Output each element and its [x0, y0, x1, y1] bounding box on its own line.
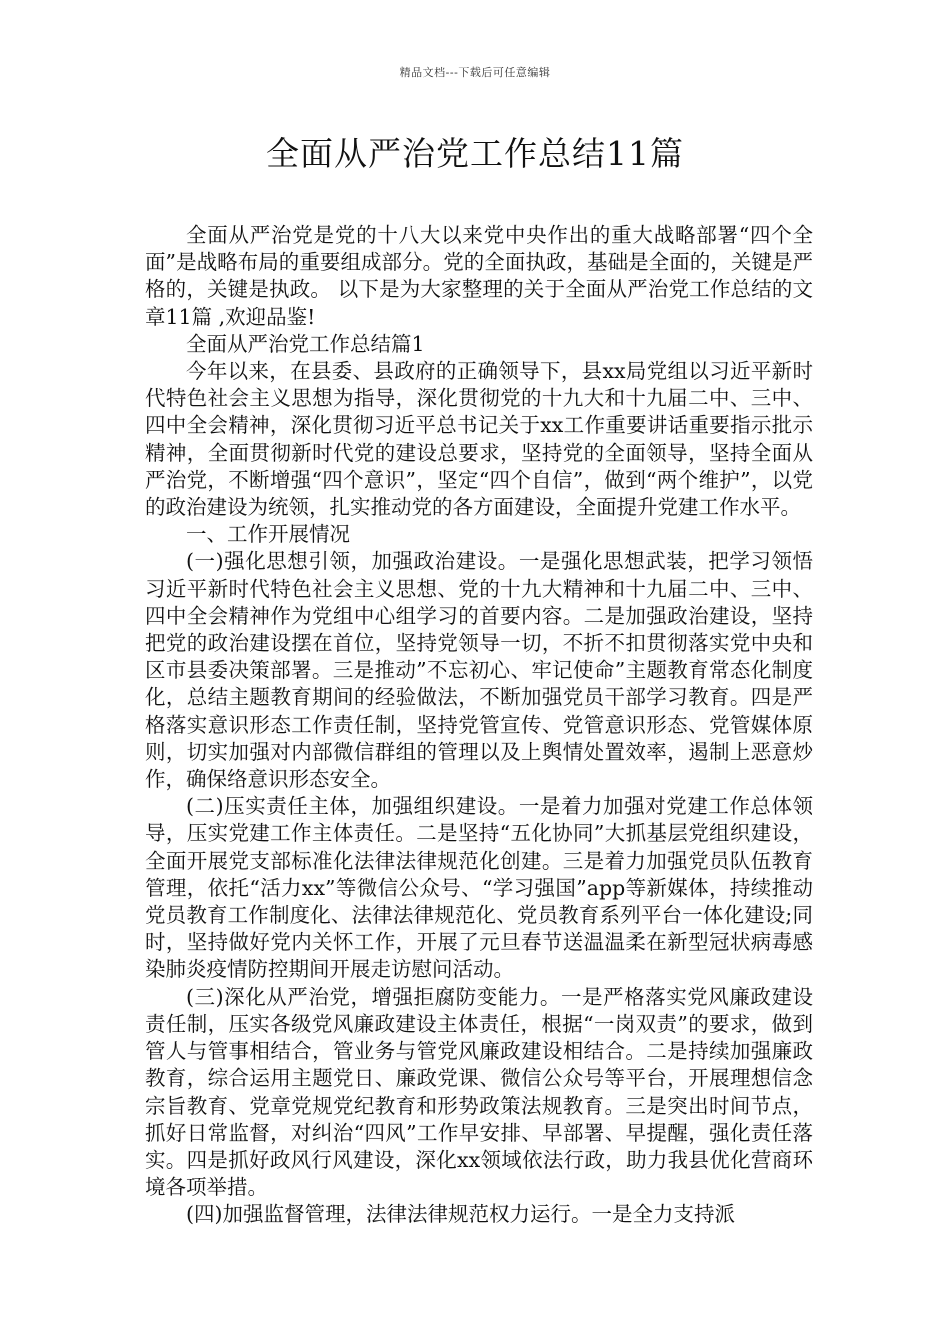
document-title: 全面从严治党工作总结11篇	[266, 134, 684, 173]
section-heading-article-1: 全面从严治党工作总结篇1	[186, 331, 425, 356]
section-heading-work-progress: 一、工作开展情况	[186, 522, 350, 547]
paragraph-item-1: (一)强化思想引领，加强政治建设。一是强化思想武装，把学习领悟习近平新时代特色社会主义思想、党的十九大精神和十九届二中、三中、四中全会精神作为党组中心组学习的首要内容。二是加强政治建设，坚持把党的政治建设摆在首位，坚持党领导一切，不折不扣贯彻落实党中央和区市县委决策部署。三是推动”不忘初心、牢记使命”主题教育常态化制度化，总结主题教育期间的经验做法，不断加强党员干部学习教育。四是严格落实意识形态工作责任制，坚持党管宣传、党管意识形态、党管媒体原则，切实加强对内部微信群组的管理以及上舆情处置效率，遏制上恶意炒作，确保络意识形态安全。	[145, 549, 813, 792]
paragraph-overview: 今年以来，在县委、县政府的正确领导下，县xx局党组以习近平新时代特色社会主义思想为指导，深化贯彻党的十九大和十九届二中、三中、四中全会精神，深化贯彻习近平总书记关于xx工作重要讲话重要指示批示精神，全面贯彻新时代党的建设总要求，坚持党的全面领导，坚持全面从严治党，不断增强“四个意识”，坚定“四个自信”，做到“两个维护”，以党的政治建设为统领，扎实推动党的各方面建设，全面提升党建工作水平。	[145, 359, 813, 520]
paragraph-item-4: (四)加强监督管理，法律法律规范权力运行。一是全力支持派	[186, 1202, 735, 1227]
paragraph-item-3: (三)深化从严治党，增强拒腐防变能力。一是严格落实党风廉政建设责任制，压实各级党风廉政建设主体责任，根据“一岗双责”的要求，做到管人与管事相结合，管业务与管党风廉政建设相结合。二是持续加强廉政教育，综合运用主题党日、廉政党课、微信公众号等平台，开展理想信念宗旨教育、党章党规党纪教育和形势政策法规教育。三是突出时间节点，抓好日常监督，对纠治“四风”工作早安排、早部署、早提醒，强化责任落实。四是抓好政风行风建设，深化xx领域依法行政，助力我县优化营商环境各项举措。	[145, 984, 813, 1200]
paragraph-intro: 全面从严治党是党的十八大以来党中央作出的重大战略部署“四个全面”是战略布局的重要组成部分。党的全面执政，基础是全面的，关键是严格的，关键是执政。 以下是为大家整理的关于全面从严治党工作总结的文章11篇 ,欢迎品鉴!	[145, 223, 813, 329]
header-note: 精品文档---下载后可任意编辑	[399, 66, 551, 79]
document-body	[145, 222, 813, 1229]
paragraph-item-2: (二)压实责任主体，加强组织建设。一是着力加强对党建工作总体领导，压实党建工作主体责任。二是坚持“五化协同”大抓基层党组织建设，全面开展党支部标准化法律法律规范化创建。三是着力加强党员队伍教育管理，依托“活力xx”等微信公众号、“学习强国”app等新媒体，持续推动党员教育工作制度化、法律法律规范化、党员教育系列平台一体化建设;同时，坚持做好党内关怀工作，开展了元旦春节送温温柔在新型冠状病毒感染肺炎疫情防控期间开展走访慰问活动。	[145, 794, 813, 982]
